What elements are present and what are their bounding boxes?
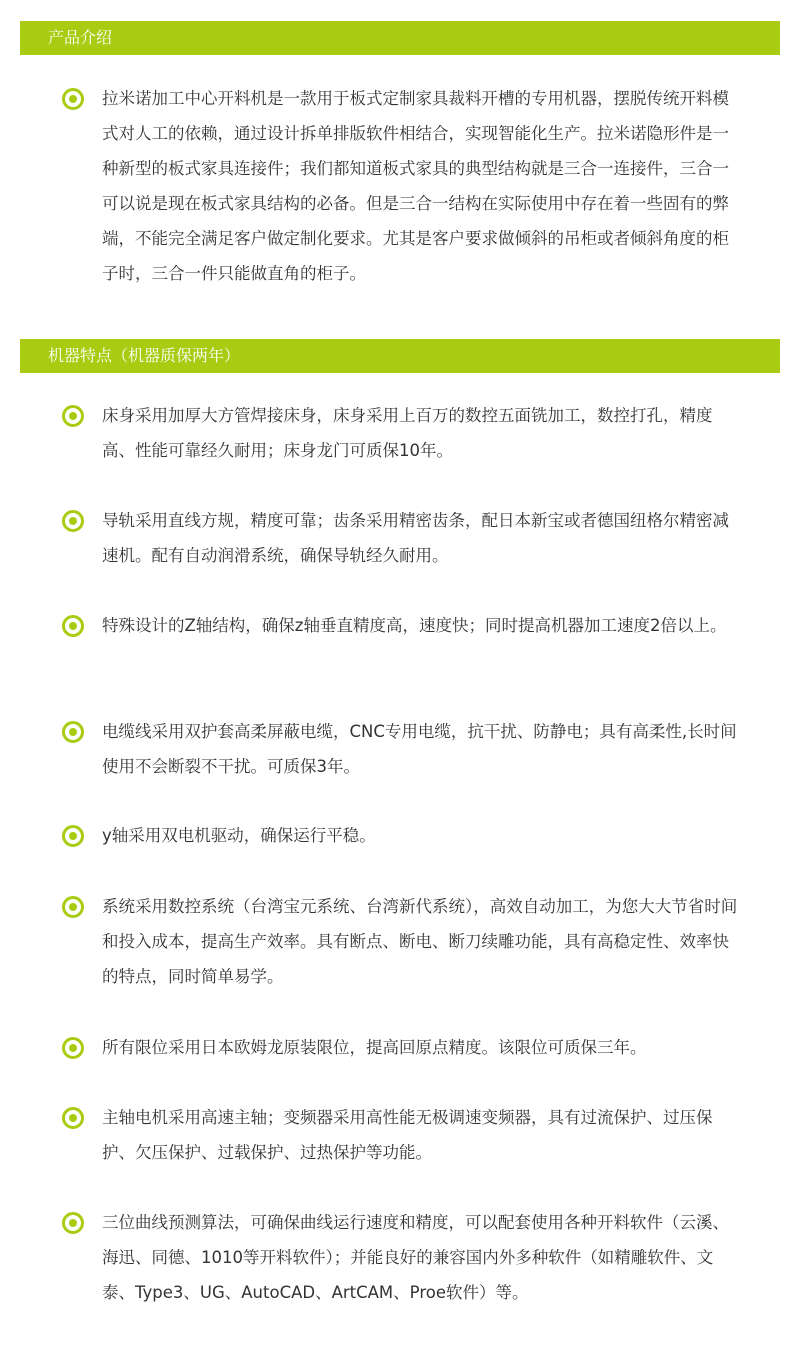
circle-bullet-icon [62,896,84,918]
section-header-product-intro: 产品介绍 [20,21,780,55]
circle-bullet-icon [62,721,84,743]
intro-paragraph-text: 拉米诺加工中心开料机是一款用于板式定制家具裁料开槽的专用机器，摆脱传统开料模式对人工的依赖，通过设计拆单排版软件相结合，实现智能化生产。拉米诺隐形件是一种新型的板式家具连接件；我们都知道板式家具的典型结构就是三合一连接件，三合一可以说是现在板式家具结构的必备。但是三合一结构在实际使用中存在着一些固有的弊端，不能完全满足客户做定制化要求。尤其是客户要求做倾斜的吊柜或者倾斜角度的柜子时，三合一件只能做直角的柜子。 [102,89,729,283]
feature-text: 所有限位采用日本欧姆龙原装限位，提高回原点精度。该限位可质保三年。 [102,1038,647,1057]
circle-bullet-icon [62,825,84,847]
circle-bullet-icon [62,1212,84,1234]
feature-text: 导轨采用直线方规，精度可靠；齿条采用精密齿条，配日本新宝或者德国纽格尔精密减速机。配有自动润滑系统，确保导轨经久耐用。 [102,511,729,565]
section-header-machine-features: 机器特点（机器质保两年） [20,339,780,373]
circle-bullet-icon [62,405,84,427]
circle-bullet-icon [62,615,84,637]
feature-text: 系统采用数控系统（台湾宝元系统、台湾新代系统），高效自动加工，为您大大节省时间和投入成本，提高生产效率。具有断点、断电、断刀续雕功能，具有高稳定性、效率快的特点，同时简单易学。 [102,897,738,986]
circle-bullet-icon [62,88,84,110]
circle-bullet-icon [62,1037,84,1059]
feature-text: 床身采用加厚大方管焊接床身，床身采用上百万的数控五面铣加工，数控打孔，精度高、性能可靠经久耐用；床身龙门可质保10年。 [102,406,713,460]
circle-bullet-icon [62,1107,84,1129]
feature-text: 三位曲线预测算法，可确保曲线运行速度和精度，可以配套使用各种开料软件（云溪、海迅、同德、1010等开料软件）；并能良好的兼容国内外多种软件（如精雕软件、文泰、Type3、UG、AutoCAD、ArtCAM、Proe软件）等。 [102,1213,729,1302]
feature-text: 特殊设计的Z轴结构，确保z轴垂直精度高，速度快；同时提高机器加工速度2倍以上。 [102,616,727,635]
circle-bullet-icon [62,510,84,532]
feature-text: 电缆线采用双护套高柔屏蔽电缆，CNC专用电缆，抗干扰、防静电；具有高柔性,长时间使用不会断裂不干扰。可质保3年。 [102,722,737,776]
feature-text: y轴采用双电机驱动，确保运行平稳。 [102,826,376,845]
feature-text: 主轴电机采用高速主轴；变频器采用高性能无极调速变频器，具有过流保护、过压保护、欠压保护、过载保护、过热保护等功能。 [102,1108,713,1162]
